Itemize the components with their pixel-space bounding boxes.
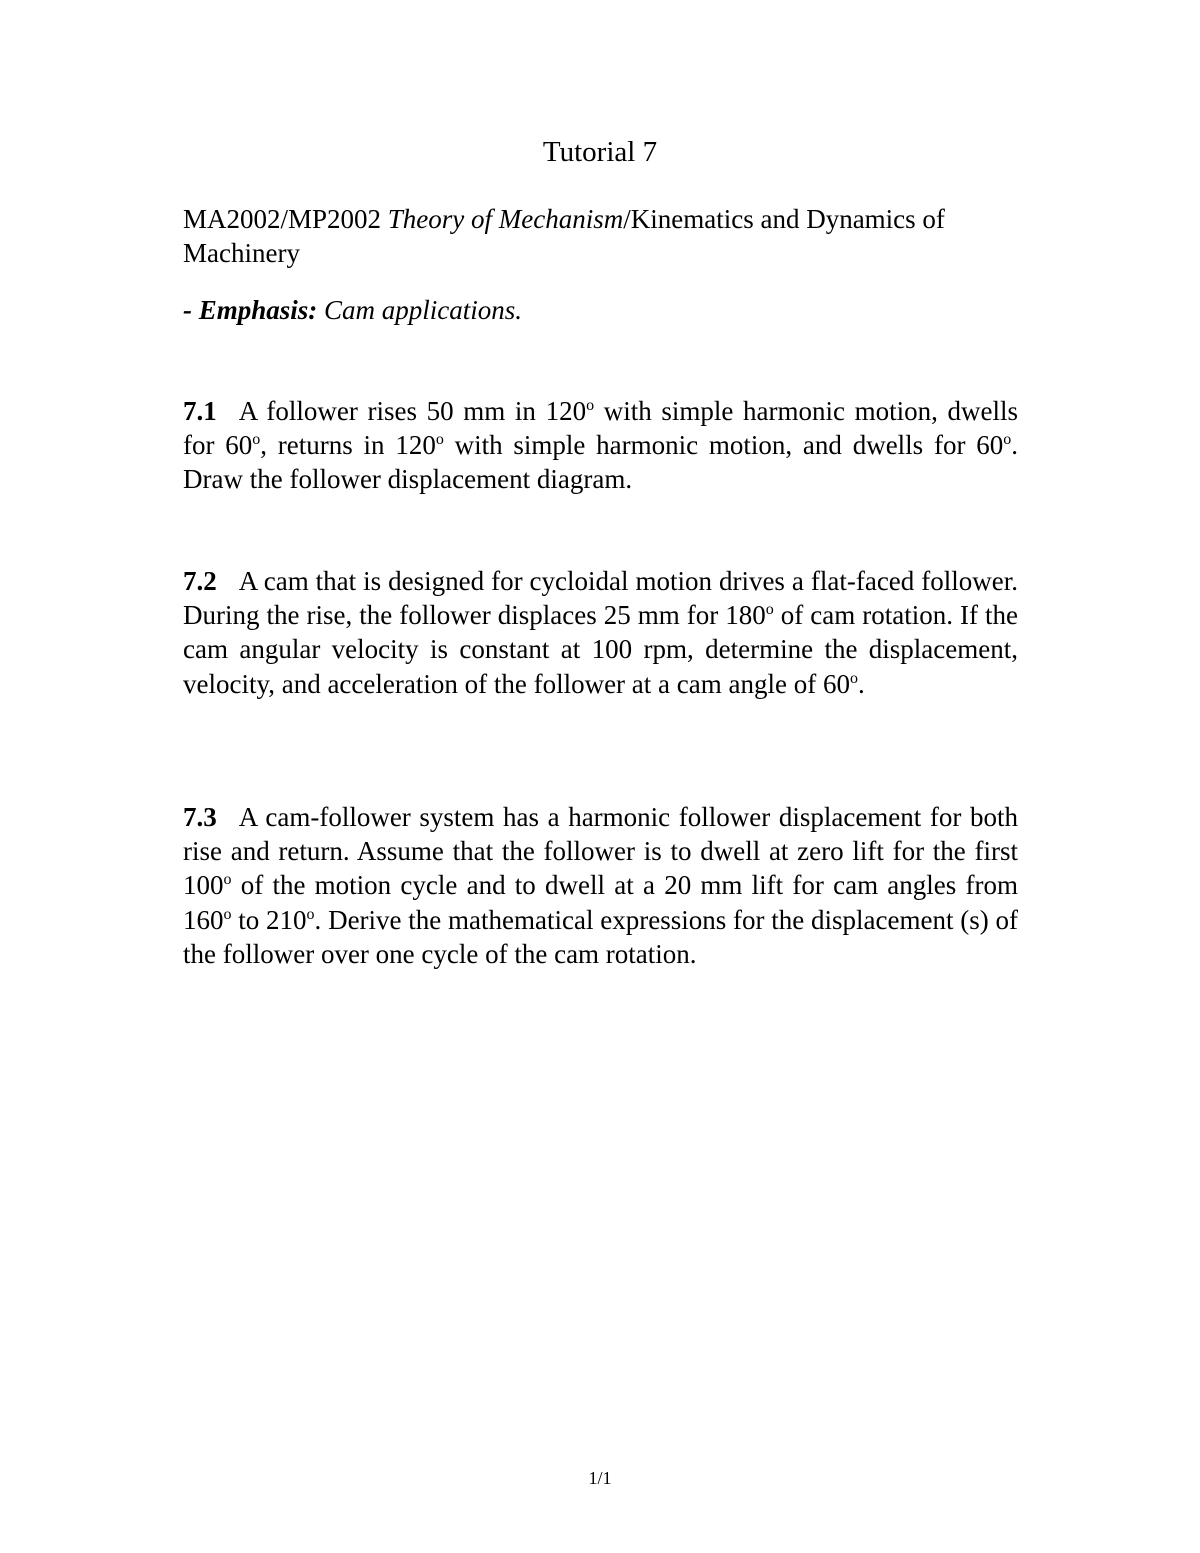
emphasis-label: - Emphasis: bbox=[183, 295, 318, 325]
course-code: MA2002/MP2002 bbox=[183, 204, 388, 234]
degree-sup: o bbox=[223, 871, 232, 889]
problem-text: . bbox=[857, 668, 865, 699]
problem-text: . Derive the mathematical expressions for the displacement (s) of the follower over one cycle of the cam rotation. bbox=[183, 904, 1018, 969]
problem-text: of the motion cycle and to dwell at a 20 mm lift for cam angles from 160 bbox=[183, 870, 1018, 935]
degree-sup: o bbox=[306, 905, 315, 923]
emphasis-text: Cam applications. bbox=[317, 295, 523, 325]
problem-number: 7.3 bbox=[183, 802, 217, 832]
degree-sup: o bbox=[765, 601, 774, 619]
page-number: 1/1 bbox=[588, 1468, 612, 1488]
degree-sup: o bbox=[1003, 431, 1012, 449]
problem-number: 7.1 bbox=[183, 396, 217, 426]
course-subject-rest: /Kinematics and Dynamics of Machinery bbox=[183, 204, 945, 268]
problem-7-3 bbox=[183, 800, 1018, 971]
problem-text: A cam-follower system has a harmonic follower displacement for both rise and return. Assume that the follower is to dwell at zero lift for the first 100 bbox=[183, 802, 1018, 901]
problem-text: of cam rotation. If the cam angular velocity is constant at 100 rpm, determine the displacement, velocity, and acceleration of the follower at a cam angle of 60 bbox=[183, 600, 1018, 699]
problem-text: A cam that is designed for cycloidal motion drives a flat-faced follower. During the rise, the follower displaces 25 mm for 180 bbox=[183, 566, 1018, 631]
problem-text: A follower rises 50 mm in 120 bbox=[238, 396, 587, 426]
problem-number: 7.2 bbox=[183, 566, 217, 596]
degree-sup: o bbox=[252, 431, 261, 449]
problem-text: . Draw the follower displacement diagram. bbox=[183, 430, 1018, 495]
degree-sup: o bbox=[849, 669, 858, 687]
problem-text: , returns in 120 bbox=[260, 430, 436, 461]
course-subject-italic: Theory of Mechanism bbox=[387, 204, 624, 234]
degree-sup: o bbox=[435, 431, 444, 449]
degree-sup: o bbox=[223, 905, 232, 923]
problem-text: to 210 bbox=[231, 904, 307, 935]
problem-7-1 bbox=[183, 394, 1018, 497]
problem-text: with simple harmonic motion, and dwells for 60 bbox=[443, 430, 1004, 461]
problem-7-2 bbox=[183, 564, 1018, 701]
course-heading bbox=[183, 202, 1018, 270]
problem-text: with simple harmonic motion, dwells for 60 bbox=[183, 396, 1018, 461]
emphasis-line bbox=[183, 293, 1018, 327]
degree-sup: o bbox=[586, 397, 595, 414]
page-title: Tutorial 7 bbox=[542, 136, 658, 168]
